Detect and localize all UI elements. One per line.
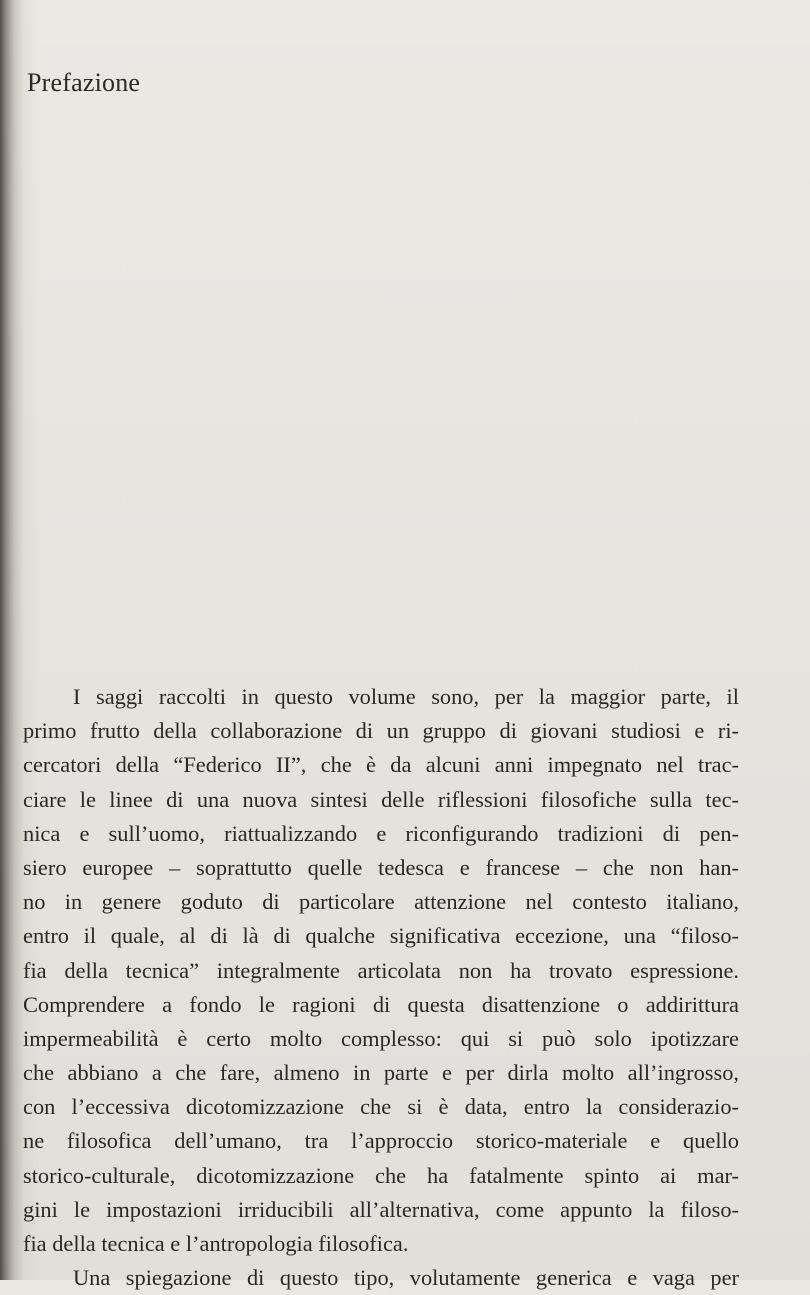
text-line: ne filosofica dell’umano, tra l’approccio storico-materiale e quello	[23, 1128, 739, 1154]
text-line: no in genere goduto di particolare attenzione nel contesto italiano,	[23, 889, 739, 915]
paragraph	[23, 680, 739, 1261]
text-line: ciare le linee di una nuova sintesi delle riflessioni filosofiche sulla tec-	[23, 786, 739, 812]
text-line: Una spiegazione di questo tipo, volutamente generica e vaga per	[73, 1265, 739, 1291]
text-line: cercatori della “Federico II”, che è da alcuni anni impegnato nel trac-	[23, 752, 739, 778]
text-line: fia della tecnica e l’antropologia filosofica.	[23, 1231, 409, 1256]
text-line: che abbiano a che fare, almeno in parte e per dirla molto all’ingrosso,	[23, 1060, 739, 1086]
paragraph	[23, 1261, 739, 1295]
text-line: storico-culturale, dicotomizzazione che ha fatalmente spinto ai mar-	[23, 1162, 739, 1188]
text-line: impermeabilità è certo molto complesso: qui si può solo ipotizzare	[23, 1025, 739, 1051]
text-line: nica e sull’uomo, riattualizzando e riconfigurando tradizioni di pen-	[23, 820, 739, 846]
text-line: siero europee – soprattutto quelle tedesca e francese – che non han-	[23, 854, 739, 880]
text-line: Comprendere a fondo le ragioni di questa disattenzione o addirittura	[23, 991, 739, 1017]
text-line: I saggi raccolti in questo volume sono, per la maggior parte, il	[73, 684, 739, 709]
text-line: gini le impostazioni irriducibili all’alternativa, come appunto la filoso-	[23, 1196, 739, 1222]
text-line: primo frutto della collaborazione di un gruppo di giovani studiosi e ri-	[23, 718, 739, 744]
chapter-title: Prefazione	[27, 68, 141, 97]
text-line: entro il quale, al di là di qualche significativa eccezione, una “filoso-	[23, 923, 739, 949]
body-text	[23, 680, 739, 1295]
text-line: con l’eccessiva dicotomizzazione che si è data, entro la considerazio-	[23, 1094, 739, 1120]
text-line: fia della tecnica” integralmente articolata non ha trovato espressione.	[23, 957, 739, 983]
